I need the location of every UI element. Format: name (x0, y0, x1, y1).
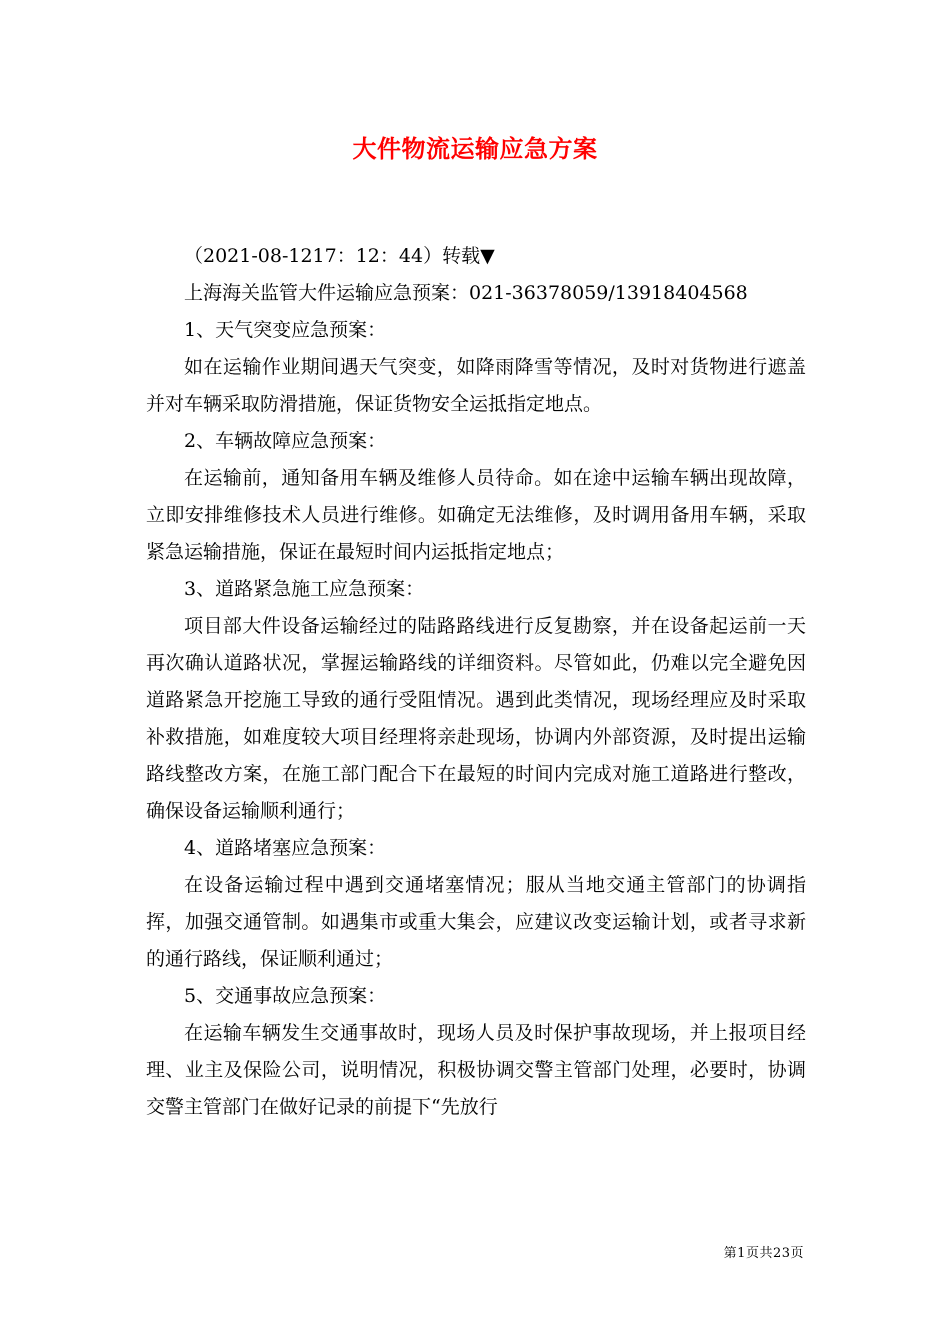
paragraph-weather-plan: 如在运输作业期间遇天气突变，如降雨降雪等情况，及时对货物进行遮盖并对车辆采取防滑措施，保证货物安全运抵指定地点。 (146, 356, 806, 415)
heading-road-congestion-plan: 4、道路堵塞应急预案： (184, 837, 387, 859)
page-number-footer: 第1页共23页 (723, 1246, 804, 1261)
heading-traffic-accident-plan: 5、交通事故应急预案： (184, 985, 387, 1007)
document-title: 大件物流运输应急方案 (352, 134, 598, 163)
paragraph-traffic-accident-plan: 在运输车辆发生交通事故时，现场人员及时保护事故现场，并上报项目经理、业主及保险公司，说明情况，积极协调交警主管部门处理，必要时，协调交警主管部门在做好记录的前提下“先放行 (146, 1022, 806, 1118)
heading-vehicle-failure-plan: 2、车辆故障应急预案： (184, 430, 387, 452)
paragraph-vehicle-failure-plan: 在运输前，通知备用车辆及维修人员待命。如在途中运输车辆出现故障，立即安排维修技术人员进行维修。如确定无法维修，及时调用备用车辆，采取紧急运输措施，保证在最短时间内运抵指定地点； (146, 467, 806, 563)
heading-road-construction-plan: 3、道路紧急施工应急预案： (184, 578, 425, 600)
paragraph-timestamp: （2021-08-1217：12：44）转载▼ (184, 245, 495, 267)
document-body (146, 238, 806, 1126)
paragraph-road-construction-plan: 项目部大件设备运输经过的陆路路线进行反复勘察，并在设备起运前一天再次确认道路状况，掌握运输路线的详细资料。尽管如此，仍难以完全避免因道路紧急开挖施工导致的通行受阻情况。遇到此类情况，现场经理应及时采取补救措施，如难度较大项目经理将亲赴现场，协调内外部资源，及时提出运输路线整改方案，在施工部门配合下在最短的时间内完成对施工道路进行整改，确保设备运输顺利通行； (146, 615, 806, 822)
paragraph-road-congestion-plan: 在设备运输过程中遇到交通堵塞情况；服从当地交通主管部门的协调指挥，加强交通管制。如遇集市或重大集会，应建议改变运输计划，或者寻求新的通行路线，保证顺利通过； (146, 874, 806, 970)
heading-weather-plan: 1、天气突变应急预案： (184, 319, 387, 341)
paragraph-customs-contact: 上海海关监管大件运输应急预案：021-36378059/13918404568 (184, 282, 748, 304)
